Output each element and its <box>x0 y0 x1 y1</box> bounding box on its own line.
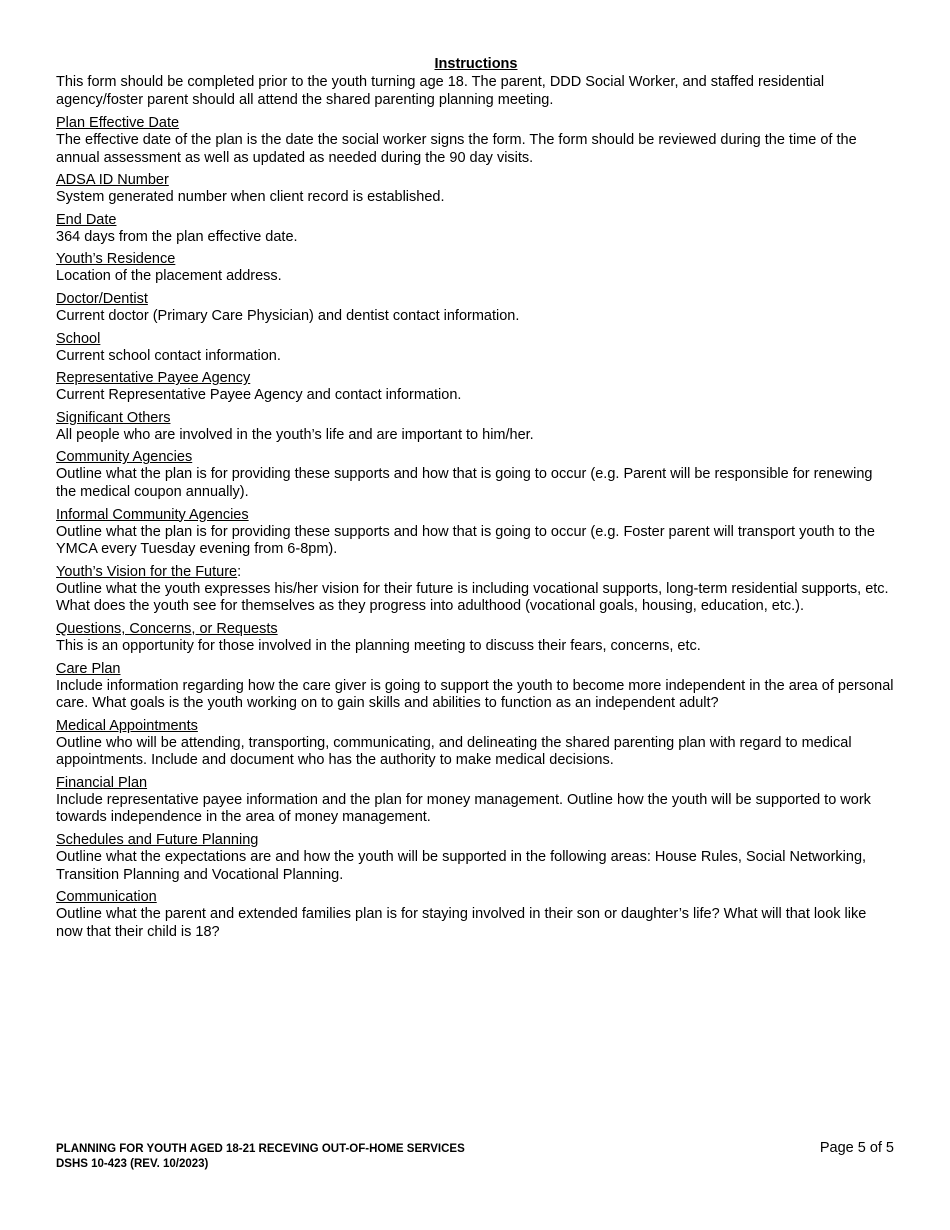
section-body: Current doctor (Primary Care Physician) and dentist contact information. <box>56 307 520 324</box>
section-informal-community-agencies <box>56 506 896 559</box>
section-heading-text: Care Plan <box>56 660 121 677</box>
section-heading-text: Questions, Concerns, or Requests <box>56 620 278 637</box>
section-financial-plan <box>56 774 896 827</box>
section-heading-text: School <box>56 330 101 347</box>
section-body: Current school contact information. <box>56 347 281 364</box>
section-heading <box>56 831 896 849</box>
section-body: Include representative payee information and the plan for money management. Outline how the youth will be supported to work towards independence in the area of money management. <box>56 791 871 826</box>
form-number: DSHS 10-423 (REV. 10/2023) <box>56 1158 209 1170</box>
section-questions-concerns <box>56 620 896 656</box>
form-title: PLANNING FOR YOUTH AGED 18-21 RECEVING OUT-OF-HOME SERVICES <box>56 1143 465 1155</box>
section-heading-text: Plan Effective Date <box>56 115 180 131</box>
section-heading <box>56 563 896 581</box>
section-heading-text: Youth’s Residence <box>56 251 176 268</box>
section-body: System generated number when client record is established. <box>56 189 445 206</box>
section-body: Outline who will be attending, transporting, communicating, and delineating the shared parenting plan with regard to medical appointments. Include and document who has the authority to make medical decisions. <box>56 734 852 769</box>
section-body: The effective date of the plan is the date the social worker signs the form. The form should be reviewed during the time of the annual assessment as well as updated as needed during the 90 day visits. <box>56 132 857 166</box>
section-communication <box>56 888 896 941</box>
section-heading <box>56 409 896 427</box>
section-school <box>56 330 896 366</box>
section-heading-text: Medical Appointments <box>56 717 198 734</box>
page-number: Page 5 of 5 <box>819 1140 894 1156</box>
section-heading <box>56 448 896 466</box>
section-heading-text: Doctor/Dentist <box>56 290 148 307</box>
section-heading-text: Communication <box>56 889 157 906</box>
instructions-page <box>56 56 896 945</box>
section-youths-vision <box>56 563 896 616</box>
page-footer <box>56 1142 896 1176</box>
section-heading <box>56 660 896 678</box>
section-heading <box>56 888 896 906</box>
section-heading-text: Community Agencies <box>56 449 193 466</box>
section-adsa-id-number <box>56 171 896 207</box>
section-doctor-dentist <box>56 290 896 326</box>
section-significant-others <box>56 409 896 445</box>
section-heading <box>56 330 896 348</box>
section-body: 364 days from the plan effective date. <box>56 228 298 245</box>
section-body: Location of the placement address. <box>56 268 282 285</box>
section-heading <box>56 250 896 268</box>
section-heading <box>56 211 896 229</box>
section-plan-effective-date <box>56 114 896 167</box>
section-heading <box>56 114 896 132</box>
section-representative-payee-agency <box>56 369 896 405</box>
section-heading <box>56 369 896 387</box>
section-heading-text: Representative Payee Agency <box>56 370 251 387</box>
section-heading-text: Schedules and Future Planning <box>56 832 259 849</box>
section-heading-text: ADSA ID Number <box>56 172 169 189</box>
section-body: Outline what the youth expresses his/her vision for their future is including vocational supports, long-term residential supports, etc. What does the youth see for themselves as they progress into adulthood (vocational goals, housing, education, etc.). <box>56 580 889 615</box>
section-schedules-future-planning <box>56 831 896 884</box>
section-heading-text: Financial Plan <box>56 774 148 791</box>
section-body: Outline what the expectations are and how the youth will be supported in the following areas: House Rules, Social Networking, Transition Planning and Vocational Planning. <box>56 849 867 883</box>
section-heading-text: Youth’s Vision for the Future <box>56 563 238 580</box>
section-body: Outline what the plan is for providing these supports and how that is going to occur (e.g. Parent will be responsible for renewing the medical coupon annually). <box>56 466 873 500</box>
section-heading-text: Significant Others <box>56 409 171 426</box>
section-community-agencies <box>56 448 896 501</box>
section-heading-text: Informal Community Agencies <box>56 506 249 523</box>
section-medical-appointments <box>56 717 896 770</box>
page-title: Instructions <box>434 56 518 72</box>
form-identification <box>56 1142 465 1172</box>
section-heading <box>56 717 896 735</box>
section-body: Outline what the plan is for providing these supports and how that is going to occur (e.g. Foster parent will transport youth to the YMCA every Tuesday evening from 6-8pm). <box>56 523 875 558</box>
section-heading-suffix: : <box>237 563 242 580</box>
section-care-plan <box>56 660 896 713</box>
section-body: All people who are involved in the youth’s life and are important to him/her. <box>56 426 534 443</box>
section-youths-residence <box>56 250 896 286</box>
section-body: This is an opportunity for those involved in the planning meeting to discuss their fears, concerns, etc. <box>56 637 701 654</box>
section-body: Outline what the parent and extended families plan is for staying involved in their son or daughter’s life? What will that look like now that their child is 18? <box>56 906 867 940</box>
section-body: Current Representative Payee Agency and contact information. <box>56 387 462 404</box>
section-heading <box>56 171 896 189</box>
section-end-date <box>56 211 896 247</box>
section-body: Include information regarding how the care giver is going to support the youth to become more independent in the area of personal care. What goals is the youth working on to gain skills and abilities to function as an independent adult? <box>56 677 894 712</box>
intro-paragraph: This form should be completed prior to the youth turning age 18. The parent, DDD Social Worker, and staffed residential agency/foster parent should all attend the shared parenting planning meeting. <box>56 74 825 108</box>
section-heading-text: End Date <box>56 211 117 228</box>
section-heading <box>56 774 896 792</box>
section-heading <box>56 290 896 308</box>
section-heading <box>56 506 896 524</box>
section-heading <box>56 620 896 638</box>
